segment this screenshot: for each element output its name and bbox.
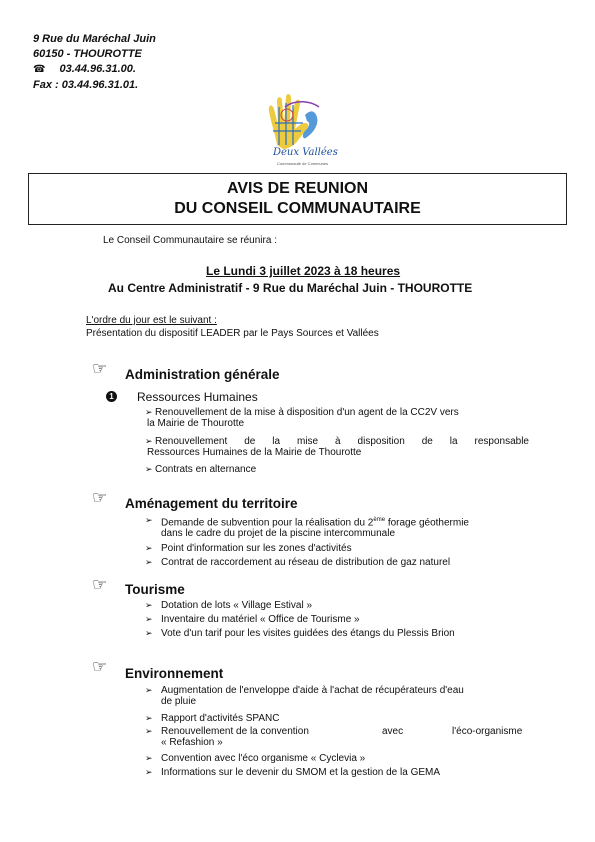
list-item: ➢ Renouvellement de la mise à disposition de la responsable Ressources Humaines de la Mairie de Thourotte — [145, 436, 529, 458]
pointing-hand-icon: ☞ — [92, 488, 108, 507]
logo-subtitle: Communauté de Communes — [277, 161, 329, 166]
sender-fax: Fax : 03.44.96.31.01. — [33, 79, 139, 91]
section-title-environnement: Environnement — [125, 666, 224, 681]
list-item: ➢ Contrats en alternance — [145, 464, 257, 475]
arrow-bullet-icon: ➢ — [145, 753, 153, 763]
agenda-heading: L'ordre du jour est le suivant : — [86, 315, 217, 326]
arrow-bullet-icon: ➢ — [145, 557, 153, 567]
list-item: ➢ Contrat de raccordement au réseau de distribution de gaz naturel — [145, 557, 451, 568]
logo-name: Deux Vallées — [273, 147, 338, 158]
subsection-title-rh: Ressources Humaines — [137, 390, 258, 404]
phone-icon: ☎ — [33, 64, 46, 75]
list-item: ➢ Rapport d'activités SPANC — [145, 713, 280, 724]
arrow-bullet-icon: ➢ — [145, 685, 153, 695]
arrow-bullet-icon: ➢ — [145, 436, 153, 446]
list-item: ➢ Renouvellement de la mise à disposition d'un agent de la CC2V vers la Mairie de Thourotte — [145, 407, 459, 429]
sender-city: 60150 - THOUROTTE — [33, 48, 142, 60]
sender-phone — [33, 63, 136, 76]
list-item: ➢ Informations sur le devenir du SMOM et la gestion de la GEMA — [145, 767, 441, 778]
list-item: ➢ Augmentation de l'enveloppe d'aide à l'achat de récupérateurs d'eau de pluie — [145, 685, 464, 707]
intro-text: Le Conseil Communautaire se réunira : — [103, 235, 277, 246]
arrow-bullet-icon: ➢ — [145, 464, 153, 474]
meeting-location: Au Centre Administratif - 9 Rue du Maréchal Juin - THOUROTTE — [108, 281, 473, 295]
section-title-tourisme: Tourisme — [125, 582, 185, 597]
presentation-line: Présentation du dispositif LEADER par le Pays Sources et Vallées — [86, 328, 379, 339]
arrow-bullet-icon: ➢ — [145, 407, 153, 417]
title-line-2: DU CONSEIL COMMUNAUTAIRE — [174, 200, 421, 217]
arrow-bullet-icon: ➢ — [145, 614, 153, 624]
phone-number: 03.44.96.31.00. — [59, 63, 136, 75]
meeting-date: Le Lundi 3 juillet 2023 à 18 heures — [206, 264, 401, 278]
section-title-admin: Administration générale — [125, 367, 280, 382]
section-title-amenagement: Aménagement du territoire — [125, 496, 298, 511]
arrow-bullet-icon: ➢ — [145, 543, 153, 553]
arrow-bullet-icon: ➢ — [145, 600, 153, 610]
title-line-1: AVIS DE REUNION — [226, 180, 369, 197]
logo-hands-graphic — [255, 93, 350, 151]
list-item: ➢ Demande de subvention pour la réalisation du 2ème forage géothermie dans le cadre du projet de la piscine intercommunale — [145, 515, 469, 540]
pointing-hand-icon: ☞ — [92, 657, 108, 676]
list-item: ➢ Convention avec l'éco organisme « Cyclevia » — [145, 753, 366, 764]
arrow-bullet-icon: ➢ — [145, 628, 153, 638]
title-box — [28, 173, 567, 225]
list-item: ➢ Point d'information sur les zones d'activités — [145, 543, 352, 554]
arrow-bullet-icon: ➢ — [145, 515, 153, 525]
pointing-hand-icon: ☞ — [92, 575, 108, 594]
list-item: ➢ Vote d'un tarif pour les visites guidées des étangs du Plessis Brion — [145, 628, 455, 639]
list-item: ➢ Dotation de lots « Village Estival » — [145, 600, 313, 611]
pointing-hand-icon: ☞ — [92, 359, 108, 378]
arrow-bullet-icon: ➢ — [145, 713, 153, 723]
sender-address: 9 Rue du Maréchal Juin — [33, 33, 156, 45]
numbered-bullet: 1 — [106, 391, 117, 402]
list-item: ➢ Inventaire du matériel « Office de Tourisme » — [145, 614, 360, 625]
list-item: ➢ Renouvellement de la convention avec l'éco-organisme « Refashion » — [145, 726, 523, 748]
arrow-bullet-icon: ➢ — [145, 767, 153, 777]
deux-vallees-logo — [255, 93, 350, 175]
arrow-bullet-icon: ➢ — [145, 726, 153, 736]
